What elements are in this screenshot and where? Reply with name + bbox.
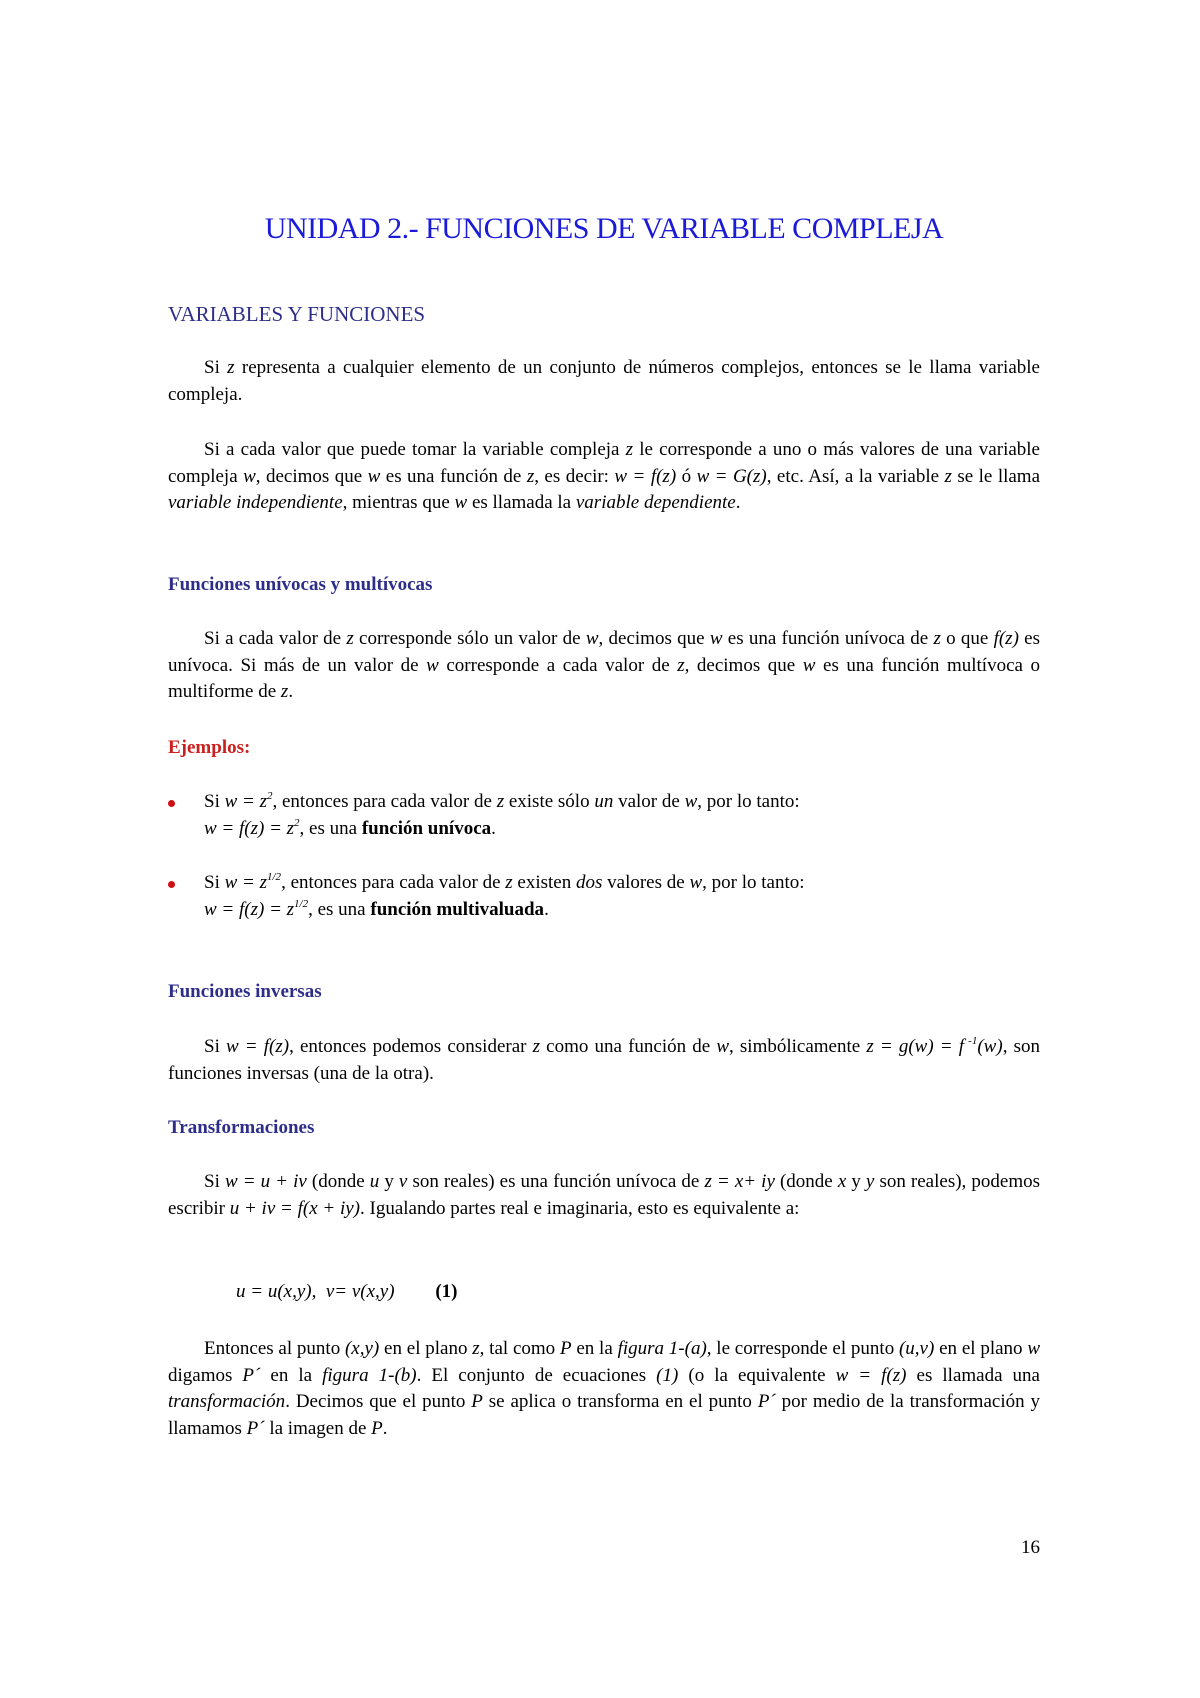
section-heading-transformaciones: Transformaciones xyxy=(168,1117,315,1138)
paragraph-punto-imagen: Entonces al punto (x,y) en el plano z, tal como P en la figura 1-(a), le corresponde el punto (u,v) en el plano w digamos P´ en la figura 1-(b). El conjunto de ecuaciones (1) (o la equivalente w = f(z) es llamada una transformación. Decimos que el punto P se aplica o transforma en el punto P´ por medio de la transformación y llamamos P´ la imagen de P. xyxy=(168,1338,1040,1439)
bullet-icon xyxy=(168,881,175,888)
equation-1: u = u(x,y), v= v(x,y) (1) xyxy=(236,1281,458,1302)
equation-label: (1) xyxy=(435,1281,458,1302)
section-heading-inversas: Funciones inversas xyxy=(168,981,322,1002)
paragraph-transformaciones: Si w = u + iv (donde u y v son reales) es una función unívoca de z = x+ iy (donde x y y son reales), podemos escribir u + iv = f(x + iy). Igualando partes real e imaginaria, esto es equivalente a: xyxy=(168,1171,1040,1219)
paragraph-inversas: Si w = f(z), entonces podemos considerar z como una función de w, simbólicamente z = g(w) = f $^{-1}$(w), son funciones inversas (una de la otra). xyxy=(168,1035,1040,1084)
example-multivaluada: Si $w = z^{1/2}$, entonces para cada valor de z existen dos valores de w, por lo tanto: $w = f(z) = z^{1/2}$, es una función multivaluada. xyxy=(168,870,1040,923)
section-heading-univocas: Funciones unívocas y multívocas xyxy=(168,574,433,595)
examples-heading: Ejemplos: xyxy=(168,737,251,758)
page-number: 16 xyxy=(1021,1537,1040,1558)
paragraph-univocas: Si a cada valor de z corresponde sólo un valor de w, decimos que w es una función unívoca de z o que f(z) es unívoca. Si más de un valor de w corresponde a cada valor de z, decimos que w es una función multívoca o multiforme de z. xyxy=(168,628,1040,702)
section-heading-variables: VARIABLES Y FUNCIONES xyxy=(168,302,426,326)
paragraph-variable-compleja: Si z representa a cualquier elemento de un conjunto de números complejos, entonces se le llama variable compleja. xyxy=(168,357,1040,405)
paragraph-funcion-definicion: Si a cada valor que puede tomar la variable compleja z le corresponde a uno o más valores de una variable compleja w, decimos que w es una función de z, es decir: w = f(z) ó w = G(z), etc. Así, a la variable z se le llama variable independiente, mientras que w es llamada la variable dependiente. xyxy=(168,439,1041,513)
document-title: UNIDAD 2.- FUNCIONES DE VARIABLE COMPLEJA xyxy=(264,212,944,245)
example-univoca: Si $w = z^2$, entonces para cada valor de z existe sólo un valor de w, por lo tanto: $w = f(z) = z^2$, es una función unívoca. xyxy=(168,789,1040,842)
bullet-icon xyxy=(168,800,175,807)
